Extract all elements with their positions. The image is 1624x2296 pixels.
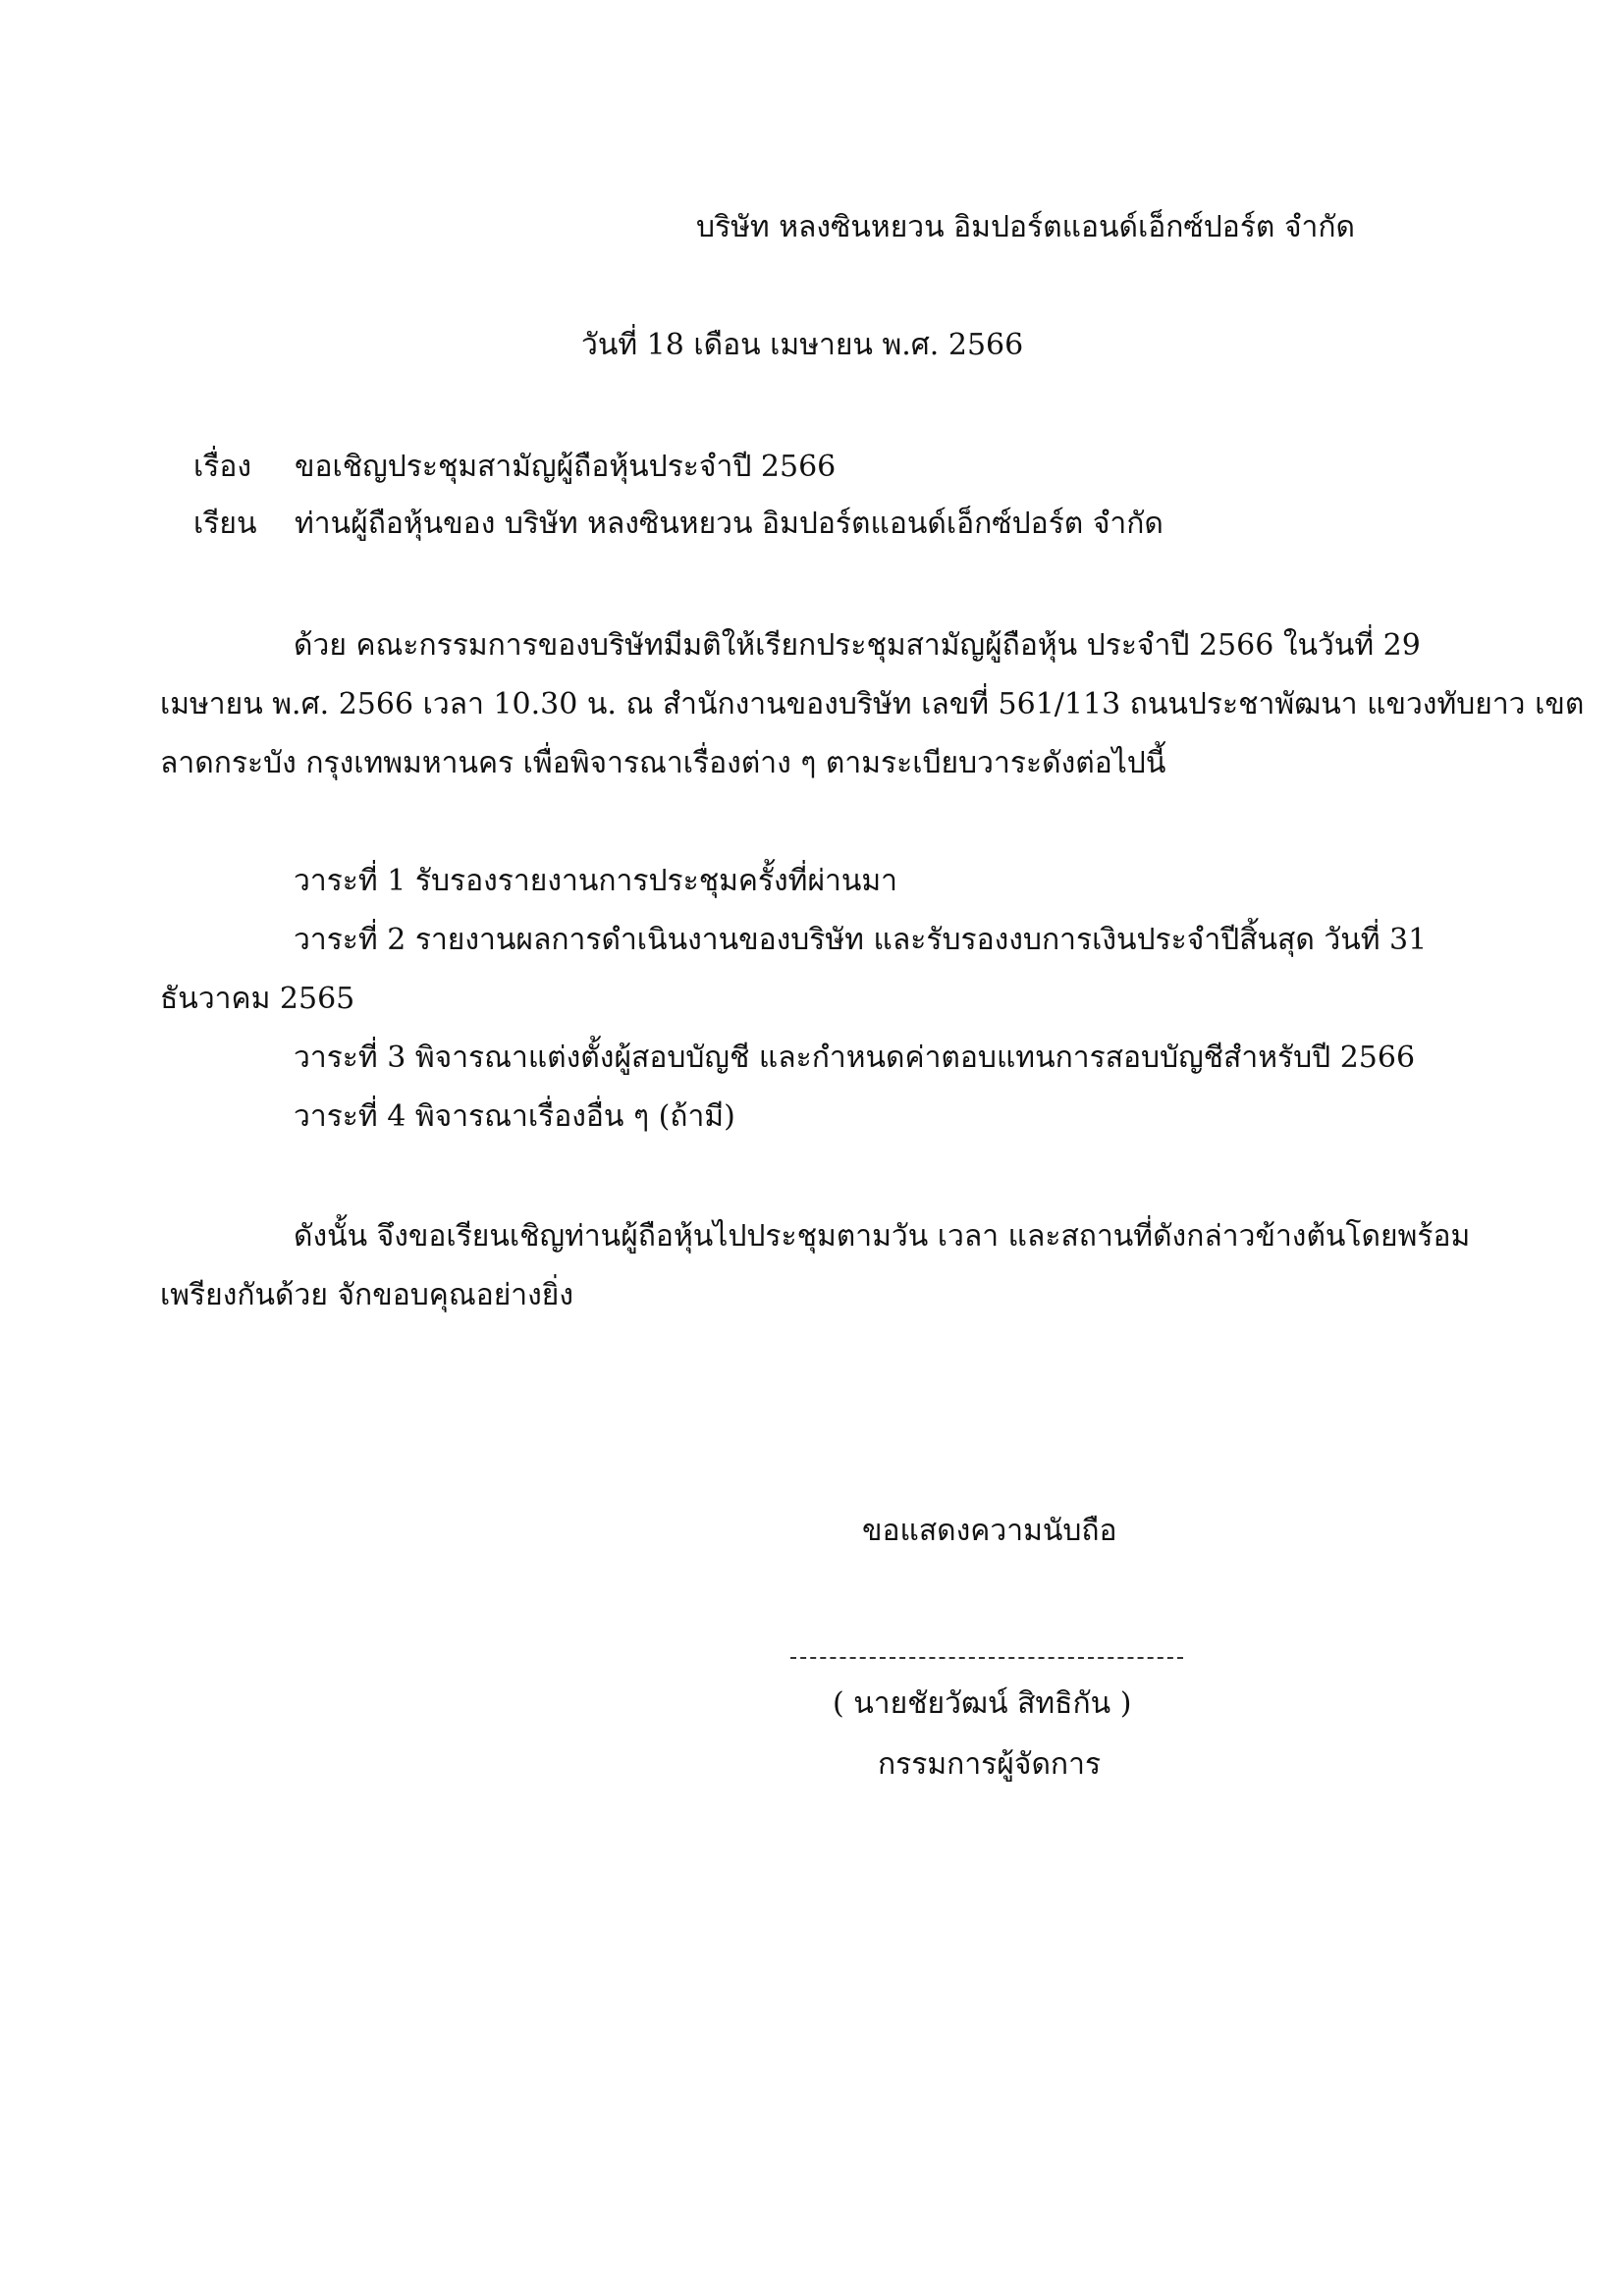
paragraph-line: เพรียงกันด้วย จักขอบคุณอย่างยิ่ง (160, 1278, 574, 1312)
paragraph-meeting-notice (160, 616, 1585, 793)
agenda-item-1: วาระที่ 1 รับรองรายงานการประชุมครั้งที่ผ่านมา (294, 864, 898, 898)
agenda-list (160, 852, 1436, 1147)
company-name: บริษัท หลงซินหยวน อิมปอร์ตแอนด์เอ็กซ์ปอร์ต จำกัด (696, 210, 1356, 244)
subject-text: ขอเชิญประชุมสามัญผู้ถือหุ้นประจำปี 2566 (295, 450, 837, 484)
paragraph-line: ดังนั้น จึงขอเรียนเชิญท่านผู้ถือหุ้นไปประชุมตามวัน เวลา และสถานที่ดังกล่าวข้างต้นโดยพร้อม (294, 1219, 1471, 1254)
paragraph-line: เมษายน พ.ศ. 2566 เวลา 10.30 น. ณ สำนักงานของบริษัท เลขที่ 561/113 ถนนประชาพัฒนา แขวงทับยาว เขต (160, 687, 1585, 721)
signatory-name: ( นายชัยวัฒน์ สิทธิกัน ) (833, 1686, 1132, 1721)
letter-date: วันที่ 18 เดือน เมษายน พ.ศ. 2566 (581, 328, 1024, 362)
paragraph-invitation (160, 1207, 1471, 1325)
paragraph-line: ด้วย คณะกรรมการของบริษัทมีมติให้เรียกประชุมสามัญผู้ถือหุ้น ประจำปี 2566 ในวันที่ 29 (294, 628, 1421, 663)
signature-line (790, 1657, 1183, 1659)
agenda-item-2-continued: ธันวาคม 2565 (160, 982, 355, 1016)
paragraph-line: ลาดกระบัง กรุงเทพมหานคร เพื่อพิจารณาเรื่องต่าง ๆ ตามระเบียบวาระดังต่อไปนี้ (160, 746, 1166, 780)
agenda-item-3: วาระที่ 3 พิจารณาแต่งตั้งผู้สอบบัญชี และกำหนดค่าตอบแทนการสอบบัญชีสำหรับปี 2566 (294, 1041, 1416, 1075)
agenda-item-4: วาระที่ 4 พิจารณาเรื่องอื่น ๆ (ถ้ามี) (294, 1099, 735, 1134)
recipient-text: ท่านผู้ถือหุ้นของ บริษัท หลงซินหยวน อิมปอร์ตแอนด์เอ็กซ์ปอร์ต จำกัด (295, 507, 1164, 541)
signatory-title: กรรมการผู้จัดการ (878, 1747, 1102, 1782)
agenda-item-2: วาระที่ 2 รายงานผลการดำเนินงานของบริษัท และรับรองงบการเงินประจำปีสิ้นสุด วันที่ 31 (294, 923, 1428, 957)
closing-text: ขอแสดงความนับถือ (862, 1514, 1117, 1548)
recipient-label: เรียน (193, 507, 257, 541)
subject-label: เรื่อง (193, 450, 252, 484)
